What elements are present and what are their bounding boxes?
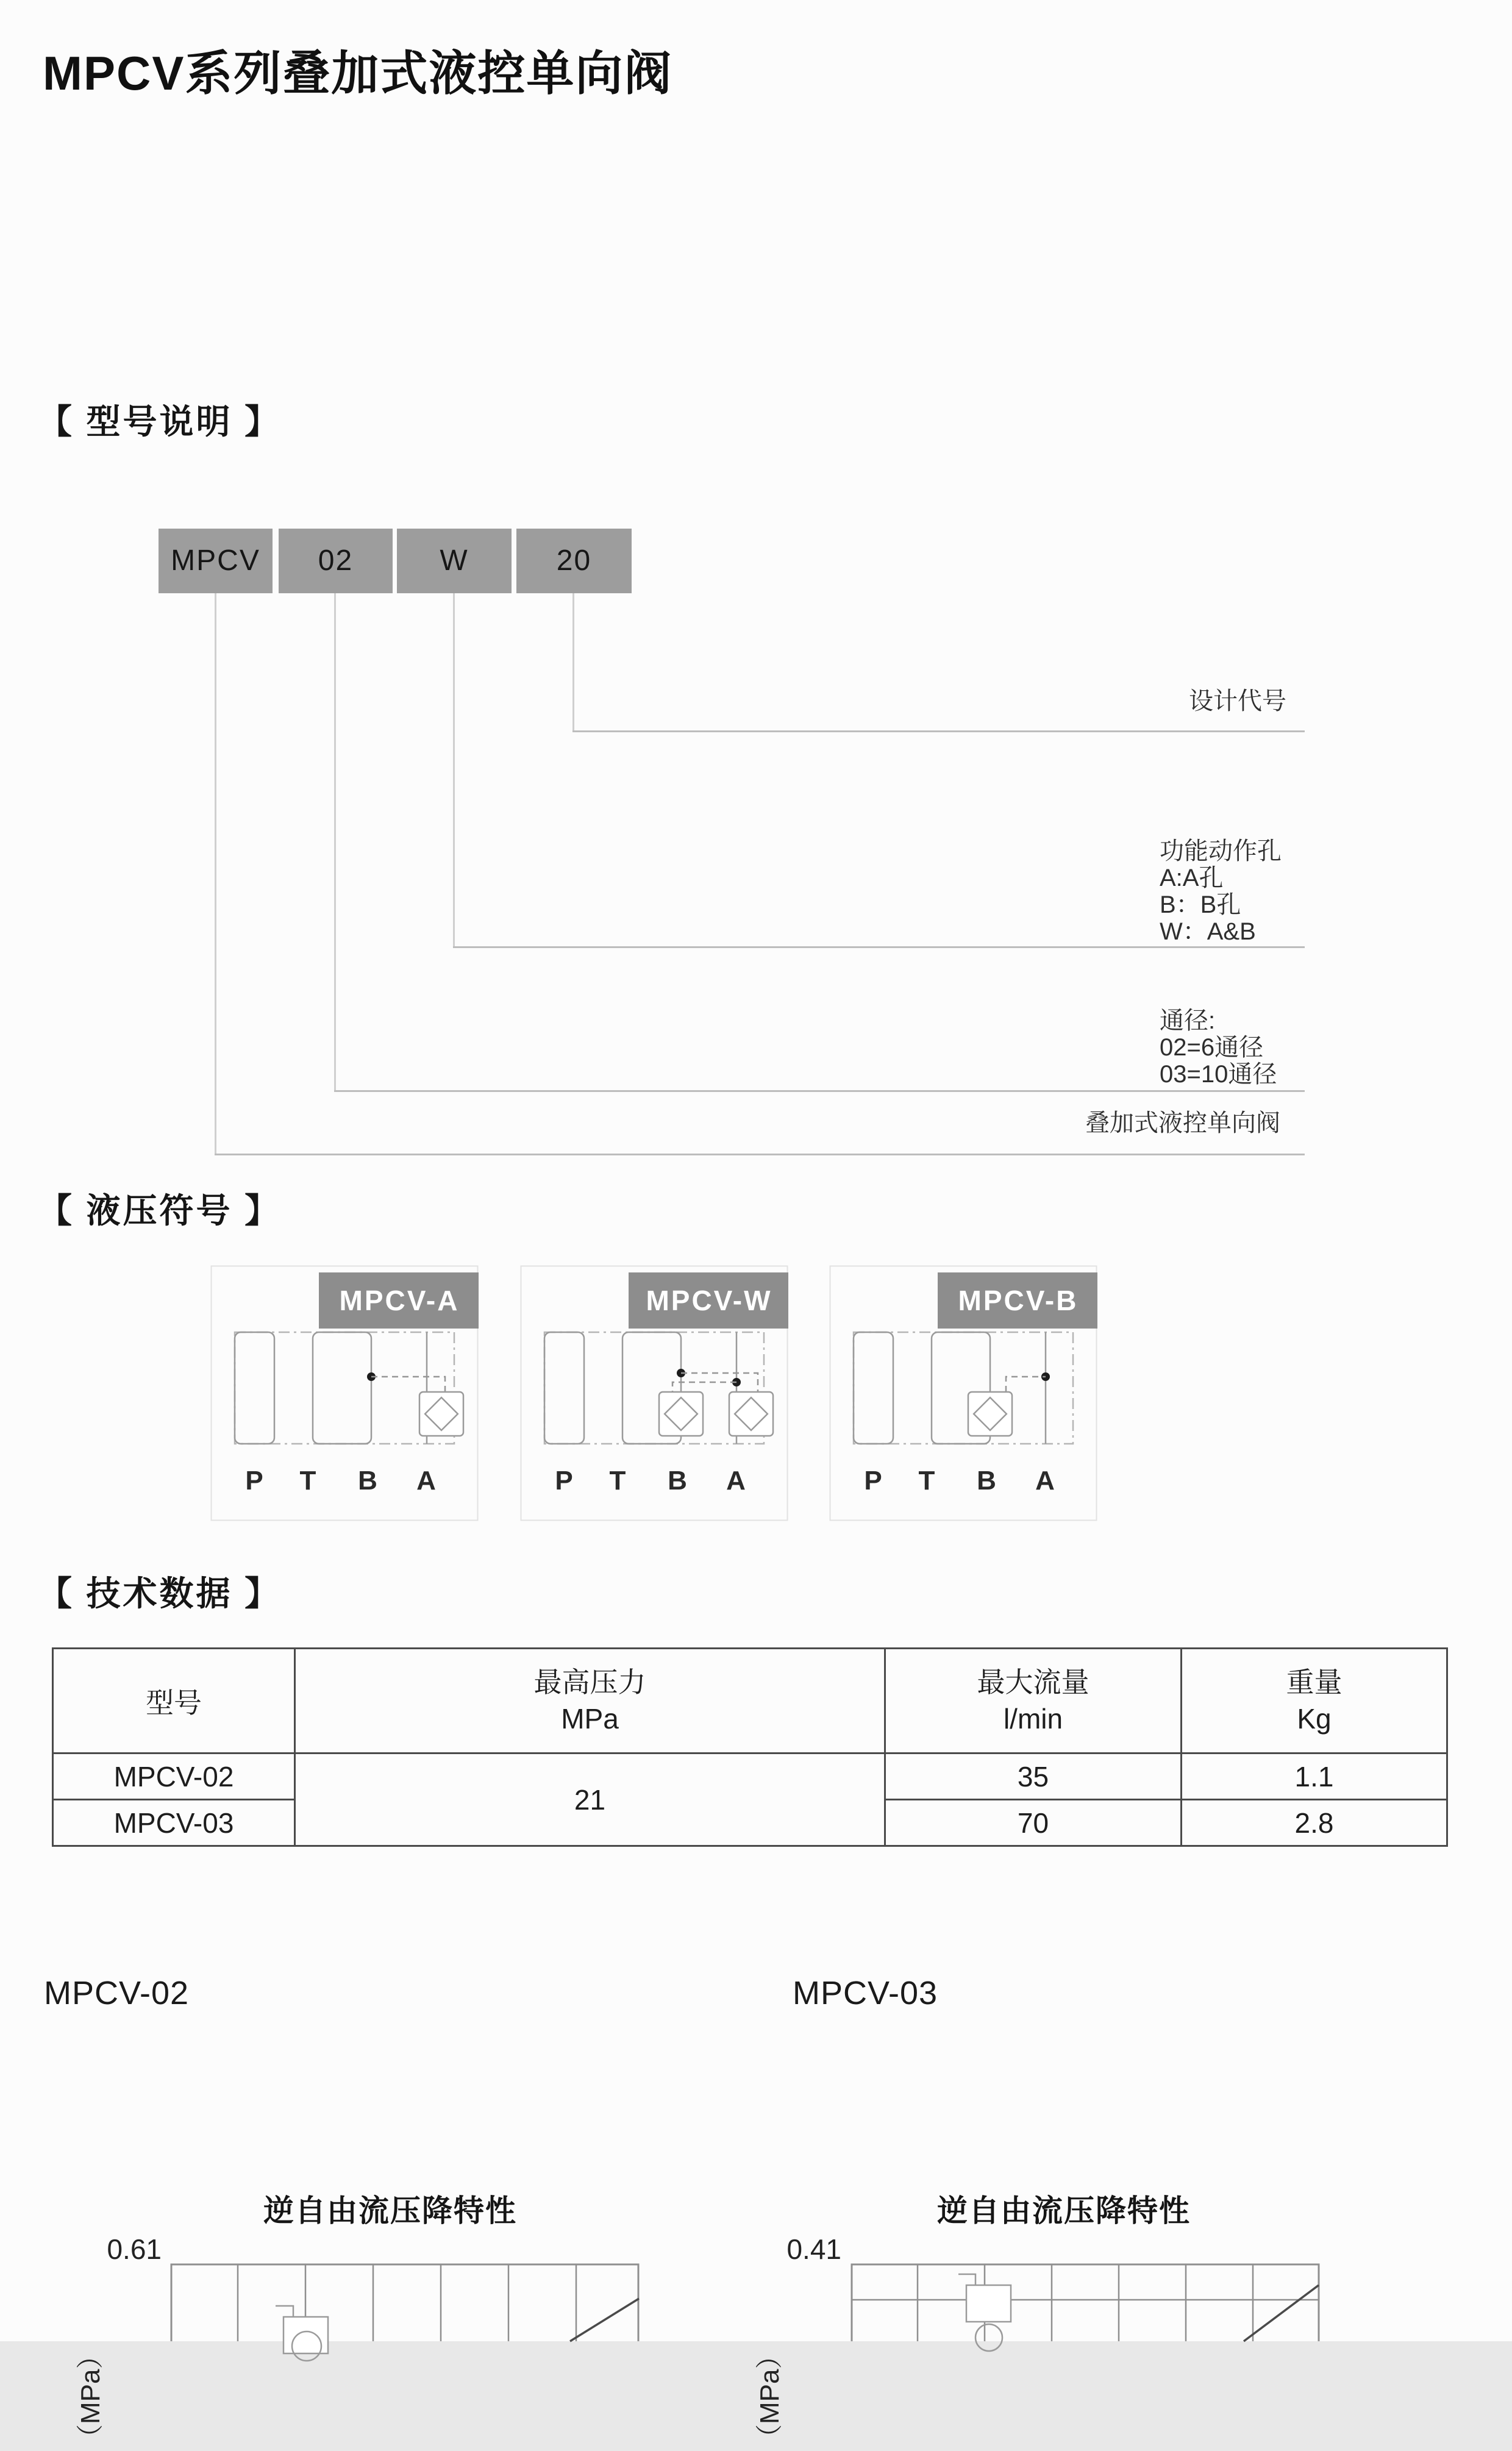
port-labels <box>245 1466 436 1496</box>
card-title: MPCV-B <box>958 1285 1079 1316</box>
pilot-line <box>371 1377 445 1392</box>
model-code-box-function: W <box>397 529 512 593</box>
callout-valve-type: 叠加式液控单向阀 <box>1085 1110 1280 1136</box>
callout-line-horizontal <box>453 946 1305 948</box>
callout-label: 功能动作孔 <box>1160 838 1282 865</box>
callout-line-vertical <box>453 593 455 946</box>
header-text: 最大流量 <box>977 1666 1089 1698</box>
check-valve-icon <box>968 1392 1012 1436</box>
cell-flow: 70 <box>885 1800 1182 1846</box>
cell-flow: 35 <box>885 1754 1182 1800</box>
cell-weight: 1.1 <box>1182 1754 1447 1800</box>
port-label-b: B <box>358 1466 377 1496</box>
callout-line-horizontal <box>334 1090 1305 1092</box>
section-tech-heading: 【 技术数据 】 <box>38 1574 282 1613</box>
valve-schematic <box>854 1332 1073 1444</box>
y-axis-label-right: （MPa） <box>755 2342 785 2451</box>
check-valve-icon <box>276 2306 328 2361</box>
pressure-drop-curve <box>1244 2285 1319 2341</box>
port-label-b: B <box>977 1466 996 1496</box>
col-header-flow <box>885 1649 1182 1754</box>
check-valve-icon <box>419 1392 463 1436</box>
header-unit: MPa <box>561 1702 619 1735</box>
callout-label: B：B孔 <box>1160 891 1241 918</box>
card-title: MPCV-W <box>646 1285 772 1316</box>
port-label-t: T <box>299 1466 316 1496</box>
model-code-box-design: 20 <box>516 529 632 593</box>
port-label-t: T <box>918 1466 935 1496</box>
col-header-weight <box>1182 1649 1447 1754</box>
model-code-box-size: 02 <box>279 529 393 593</box>
pilot-line <box>672 1382 736 1392</box>
callout-label: A:A孔 <box>1160 865 1224 891</box>
port-label-p: P <box>864 1466 882 1496</box>
port-passage-p <box>854 1332 893 1444</box>
callout-label: 02=6通径 <box>1160 1034 1264 1061</box>
port-label-a: A <box>1035 1466 1055 1496</box>
y-axis-top-tick-left: 0.61 <box>107 2233 162 2265</box>
port-passage-p <box>235 1332 274 1444</box>
chart-title-right: 逆自由流压降特性 <box>937 2194 1191 2228</box>
plot-frame <box>852 2264 1319 2341</box>
pressure-drop-curve <box>570 2299 639 2341</box>
port-labels <box>555 1466 746 1496</box>
callout-label: 03=10通径 <box>1160 1061 1277 1088</box>
symbol-card-mpcv-a <box>210 1265 479 1521</box>
plot-frame <box>171 2264 638 2341</box>
tech-table <box>52 1647 1448 1847</box>
check-valve-icon <box>659 1392 703 1436</box>
y-axis-label-left: （MPa） <box>76 2342 105 2451</box>
header-text: 重量 <box>1286 1666 1343 1698</box>
chart-heading-mpcv03: MPCV-03 <box>793 1975 938 2011</box>
chart-plot-left <box>170 2263 640 2341</box>
port-label-a: A <box>726 1466 746 1496</box>
header-text: 最高压力 <box>533 1666 646 1698</box>
callout-function-port <box>1160 838 1282 945</box>
callout-line-vertical <box>215 593 216 1154</box>
page-title: MPCV系列叠加式液控单向阀 <box>43 46 673 100</box>
section-model-heading: 【 型号说明 】 <box>38 402 282 441</box>
port-label-t: T <box>609 1466 626 1496</box>
header-text: 型号 <box>146 1686 202 1719</box>
port-label-b: B <box>668 1466 687 1496</box>
cell-model: MPCV-03 <box>53 1800 295 1846</box>
port-label-a: A <box>416 1466 436 1496</box>
port-passage-p <box>544 1332 584 1444</box>
callout-line-vertical <box>572 593 574 730</box>
col-header-pressure <box>295 1649 885 1754</box>
port-passage-t-b <box>313 1332 371 1444</box>
symbol-card-mpcv-w <box>520 1265 788 1521</box>
col-header-model <box>53 1649 295 1754</box>
y-axis-top-tick-right: 0.41 <box>786 2233 841 2265</box>
header-unit: Kg <box>1297 1702 1332 1735</box>
check-valve-icon <box>729 1392 773 1436</box>
valve-body-outline <box>854 1332 1073 1444</box>
table-row <box>53 1754 1447 1800</box>
callout-line-horizontal <box>215 1154 1305 1155</box>
port-labels <box>864 1466 1055 1496</box>
symbol-card-mpcv-b <box>829 1265 1097 1521</box>
section-symbols-heading: 【 液压符号 】 <box>38 1191 282 1230</box>
callout-line-vertical <box>334 593 336 1090</box>
cell-model: MPCV-02 <box>53 1754 295 1800</box>
cell-weight: 2.8 <box>1182 1800 1447 1846</box>
callout-line-horizontal <box>572 730 1305 732</box>
cell-pressure-shared: 21 <box>295 1754 885 1846</box>
callout-size <box>1160 1007 1277 1088</box>
chart-title-left: 逆自由流压降特性 <box>263 2194 517 2228</box>
port-label-p: P <box>245 1466 263 1496</box>
callout-label: W：A&B <box>1160 918 1256 945</box>
chart-plot-right <box>850 2263 1320 2341</box>
port-label-p: P <box>555 1466 573 1496</box>
valve-schematic <box>544 1332 773 1444</box>
chart-heading-mpcv02: MPCV-02 <box>44 1975 190 2011</box>
pilot-line <box>1006 1377 1046 1392</box>
callout-design-code: 设计代号 <box>1189 688 1286 715</box>
table-header-row <box>53 1649 1447 1754</box>
header-unit: l/min <box>1003 1702 1063 1735</box>
model-code-box-series: MPCV <box>159 529 273 593</box>
card-title: MPCV-A <box>339 1285 460 1316</box>
callout-label: 通径: <box>1160 1007 1216 1034</box>
valve-schematic <box>235 1332 463 1444</box>
